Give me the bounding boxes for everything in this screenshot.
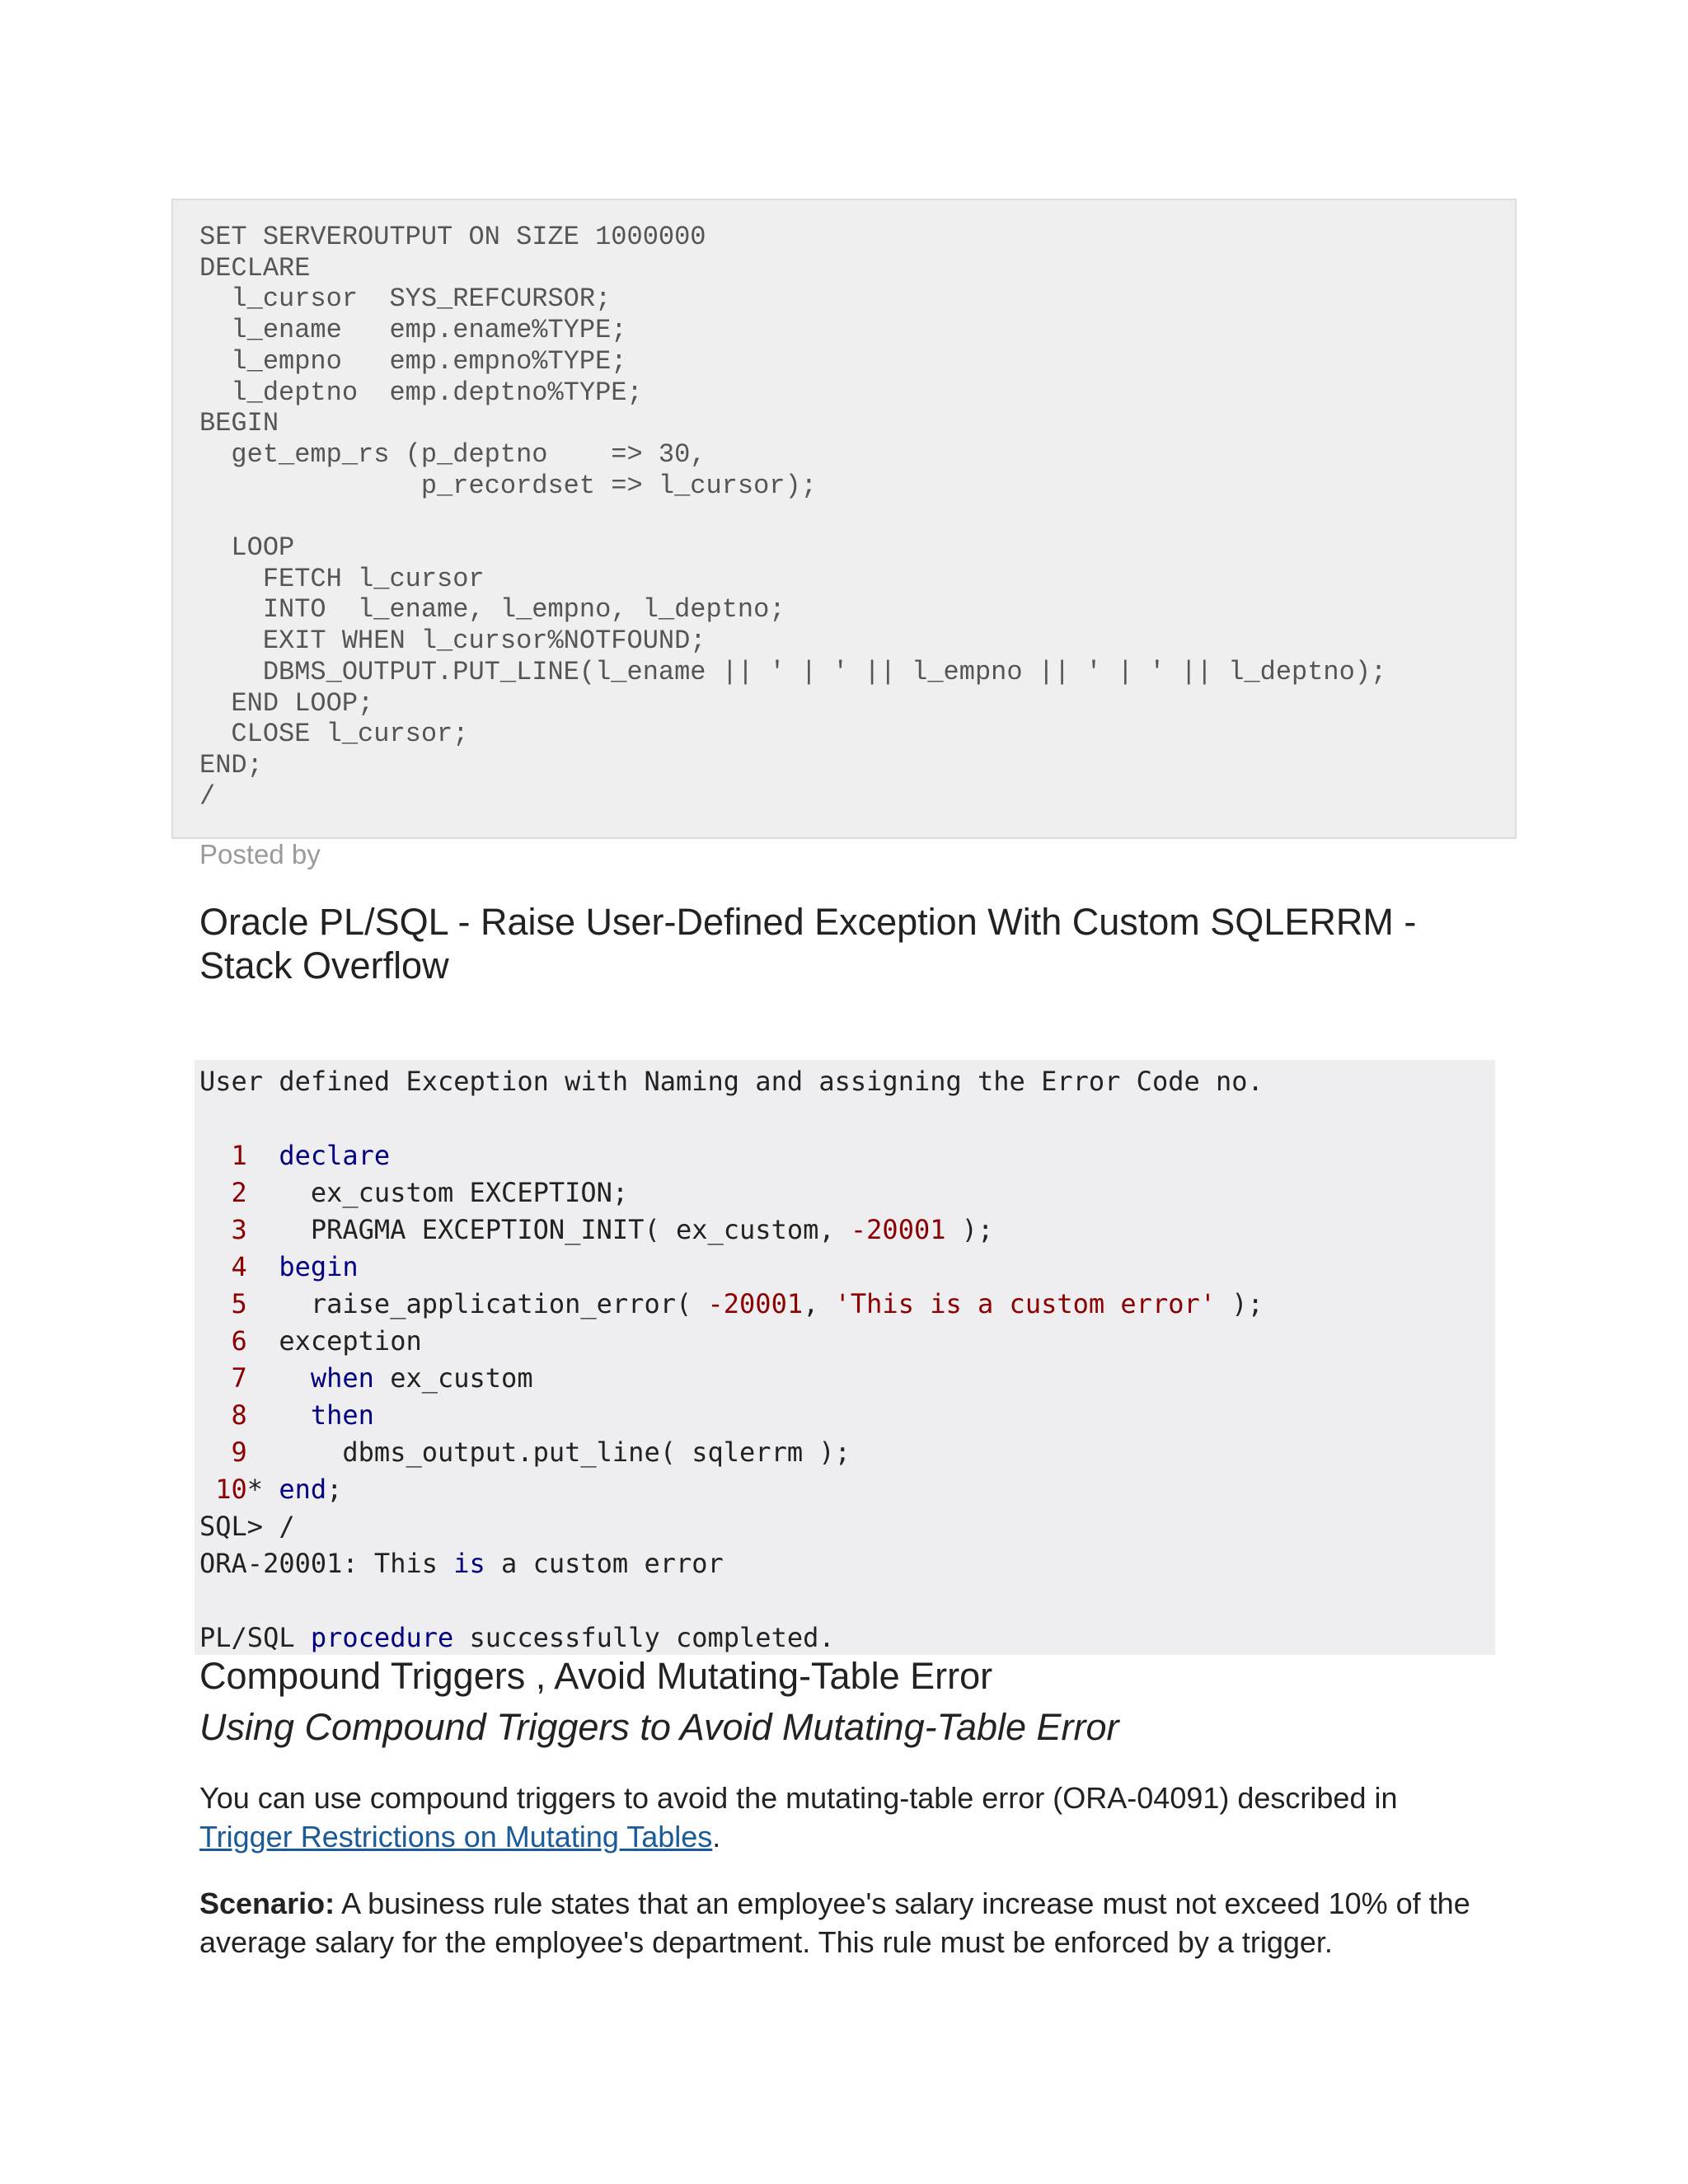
scenario-text: A business rule states that an employee's salary increase must not exceed 10% of the average salary for the employee's department. This rule must be enforced by a trigger. (199, 1886, 1470, 1959)
code-text: ex_custom EXCEPTION; (310, 1177, 629, 1208)
line-number: 2 (199, 1177, 247, 1208)
code-line-6 (199, 1323, 1495, 1360)
keyword-procedure: procedure (310, 1622, 454, 1653)
code-text: , (803, 1288, 835, 1319)
code-block-cursor-loop-text: SET SERVEROUTPUT ON SIZE 1000000 DECLARE l_cursor SYS_REFCURSOR; l_ename emp.ename%TYPE; l_empno emp.empno%TYPE; l_deptno emp.deptno%TYPE; BEGIN get_emp_rs (p_deptno => 30, p_recordset => l_cursor); LOOP FETCH l_cursor INTO l_ename, l_empno, l_deptno; EXIT WHEN l_cursor%NOTFOUND; DBMS_OUTPUT.PUT_LINE(l_ename || ' | ' || l_empno || ' | ' || l_deptno); END LOOP; CLOSE l_cursor; END; / (199, 222, 1387, 812)
keyword-declare: declare (279, 1140, 391, 1171)
code-blank-line (199, 1582, 1495, 1619)
subheading-compound-triggers: Using Compound Triggers to Avoid Mutating-Table Error (199, 1706, 1119, 1748)
code-blank-line (199, 1100, 1495, 1137)
code-text: a custom error (485, 1548, 724, 1579)
code-line-9 (199, 1434, 1495, 1471)
keyword-begin: begin (279, 1251, 359, 1282)
plsql-completed-line (199, 1619, 1495, 1655)
line-number: 7 (199, 1362, 247, 1394)
keyword-end: end (279, 1474, 327, 1505)
line-number: 9 (199, 1436, 247, 1468)
code-text: successfully completed. (453, 1622, 835, 1653)
code-line-1 (199, 1137, 1495, 1174)
line-number: 4 (199, 1251, 247, 1282)
trigger-restrictions-link[interactable]: Trigger Restrictions on Mutating Tables (199, 1820, 713, 1854)
code-line-3 (199, 1212, 1495, 1249)
line-number: 3 (199, 1214, 247, 1245)
line-number: 6 (199, 1325, 247, 1357)
paragraph-text: You can use compound triggers to avoid the mutating-table error (ORA-04091) described in (199, 1781, 1398, 1815)
posted-by-label: Posted by (199, 839, 321, 869)
keyword-is: is (453, 1548, 485, 1579)
line-number: 5 (199, 1288, 247, 1319)
line-number: 10 (199, 1474, 247, 1505)
paragraph-mutating-table (199, 1779, 1493, 1856)
code-text: ex_custom (373, 1362, 533, 1394)
code-text: PL/SQL (199, 1622, 311, 1653)
code-number: -20001 (850, 1214, 946, 1245)
code-intro-line: User defined Exception with Naming and assigning the Error Code no. (199, 1066, 1264, 1097)
code-text: exception (279, 1325, 422, 1357)
code-text: ); (1216, 1288, 1264, 1319)
keyword-then: then (310, 1399, 374, 1431)
code-line-8 (199, 1397, 1495, 1434)
code-text: * (246, 1474, 264, 1505)
line-number: 8 (199, 1399, 247, 1431)
heading-compound-triggers: Compound Triggers , Avoid Mutating-Table Error (199, 1655, 993, 1697)
code-string: 'This is a custom error' (834, 1288, 1216, 1319)
keyword-when: when (310, 1362, 374, 1394)
line-number: 1 (199, 1140, 247, 1171)
heading-raise-exception: Oracle PL/SQL - Raise User-Defined Exception With Custom SQLERRM - Stack Overflow (199, 901, 1417, 987)
code-line-10 (199, 1471, 1495, 1508)
code-number: -20001 (707, 1288, 804, 1319)
ora-error-line (199, 1545, 1495, 1582)
code-text: ); (945, 1214, 994, 1245)
code-text: PRAGMA EXCEPTION_INIT( ex_custom, (310, 1214, 851, 1245)
code-line-5 (199, 1286, 1495, 1323)
code-text: ORA-20001: This (199, 1548, 454, 1579)
paragraph-scenario (199, 1884, 1493, 1961)
code-line-2 (199, 1174, 1495, 1212)
code-line-7 (199, 1360, 1495, 1397)
code-block-user-defined-exception (195, 1060, 1495, 1655)
scenario-label: Scenario: (199, 1886, 335, 1920)
paragraph-text: . (712, 1820, 721, 1854)
code-text: dbms_output.put_line( sqlerrm ); (342, 1436, 851, 1468)
code-line-4 (199, 1249, 1495, 1286)
sql-prompt-line: SQL> / (199, 1511, 295, 1542)
code-text: raise_application_error( (310, 1288, 708, 1319)
code-block-cursor-loop (171, 199, 1517, 839)
code-text: ; (326, 1474, 343, 1505)
